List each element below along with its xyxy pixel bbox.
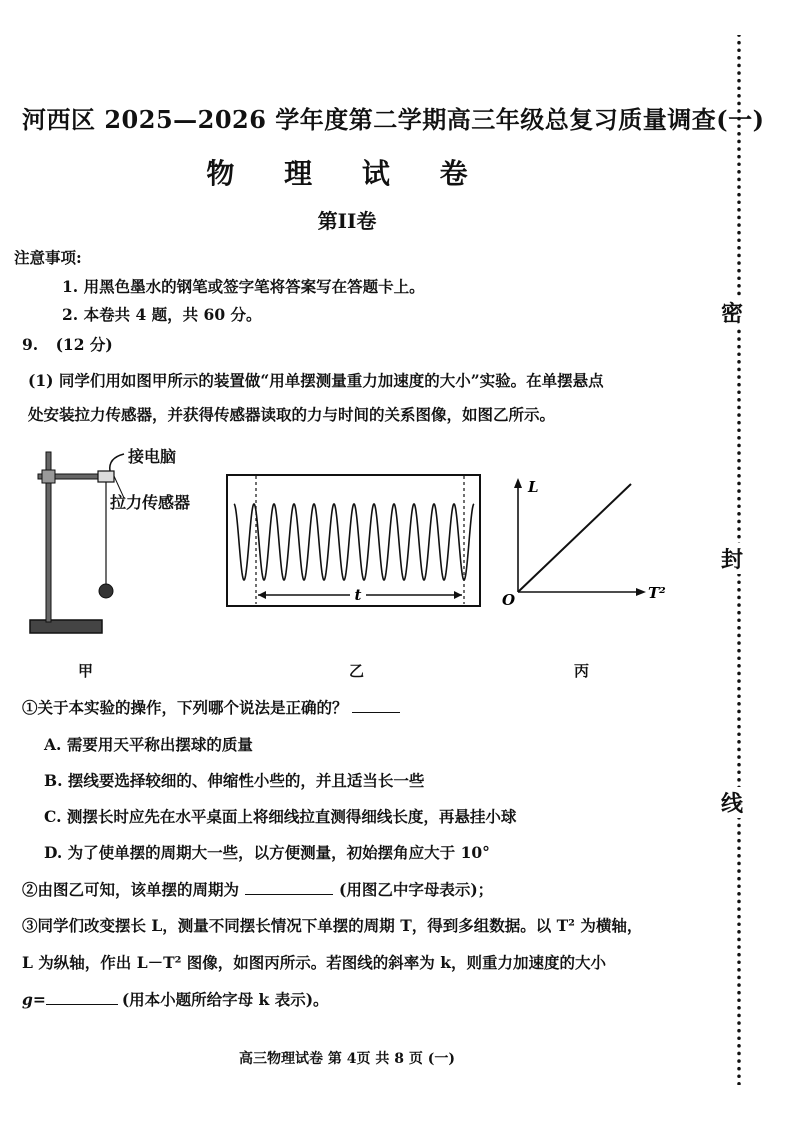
- stand-clamp: [42, 470, 55, 483]
- annotation-sensor: 拉力传感器: [110, 493, 191, 512]
- seal-char-xian: 线: [712, 787, 752, 818]
- volume-title: 第II卷: [317, 209, 377, 233]
- computer-cable: [110, 454, 124, 471]
- option-c: C. 测摆长时应先在水平桌面上将细线拉直测得细线长度，再悬挂小球: [44, 807, 517, 826]
- exam-header-title: 河西区 2025—2026 学年度第二学期高三年级总复习质量调查(一): [22, 105, 765, 134]
- subquestion-2-prefix: ②由图乙可知，该单摆的周期为: [22, 880, 240, 899]
- notice-heading: 注意事项:: [14, 248, 82, 267]
- interval-label: t: [354, 586, 362, 604]
- subquestion-3-line3: [22, 988, 329, 1010]
- subquestion-2-suffix: (用图乙中字母表示)；: [339, 880, 494, 899]
- option-d: D. 为了使单摆的周期大一些，以方便测量，初始摆角应大于 10°: [44, 843, 490, 862]
- page-footer: 高三物理试卷 第 4页 共 8 页 (一): [239, 1051, 455, 1067]
- figure-label-bing: 丙: [574, 662, 590, 680]
- y-axis-label: L: [528, 478, 539, 496]
- question-intro-line1: (1) 同学们用如图甲所示的装置做“用单摆测量重力加速度的大小”实验。在单摆悬点: [28, 371, 604, 390]
- answer-blank-3[interactable]: [46, 990, 118, 1005]
- subquestion-3-g-label: g=: [22, 990, 46, 1009]
- subquestion-1-text: ①关于本实验的操作，下列哪个说法是正确的？: [22, 698, 348, 717]
- seal-char-mi: 密: [712, 297, 752, 328]
- answer-blank-2[interactable]: [245, 880, 333, 895]
- option-b: B. 摆线要选择较细的、伸缩性小些的，并且适当长一些: [44, 771, 425, 790]
- subject-title: 物 理 试 卷: [206, 157, 488, 190]
- notice-item-1: 1. 用黑色墨水的钢笔或签字笔将答案写在答题卡上。: [62, 277, 425, 296]
- notice-item-2: 2. 本卷共 4 题，共 60 分。: [62, 305, 262, 324]
- origin-label: O: [502, 591, 516, 609]
- annotation-computer: 接电脑: [128, 447, 177, 466]
- pendulum-bob: [99, 584, 113, 598]
- option-a: A. 需要用天平称出摆球的质量: [44, 735, 253, 754]
- figure-jia-pendulum-apparatus: [20, 440, 220, 645]
- question-intro-line2: 处安装拉力传感器，并获得传感器读取的力与时间的关系图像，如图乙所示。: [28, 405, 556, 424]
- subquestion-1: [22, 696, 400, 718]
- question-points: (12 分): [55, 335, 113, 354]
- subquestion-3-line1: ③同学们改变摆长 L，测量不同摆长情况下单摆的周期 T，得到多组数据。以 T² 为横轴，: [22, 916, 643, 935]
- proportional-line: [518, 484, 631, 592]
- subquestion-2: [22, 878, 493, 900]
- subquestion-3-suffix: (用本小题所给字母 k 表示)。: [121, 990, 329, 1009]
- seal-char-feng: 封: [712, 543, 752, 574]
- force-sensor: [98, 471, 114, 482]
- question-number-label: 9.: [22, 335, 39, 354]
- seal-margin: [720, 35, 754, 1085]
- x-axis-arrow: [636, 588, 646, 596]
- question-number: [22, 333, 113, 355]
- x-axis-label: T²: [648, 584, 666, 602]
- answer-blank-1[interactable]: [352, 698, 400, 713]
- figure-bing-l-t2-graph: [498, 474, 678, 614]
- figure-yi-force-time-graph: [226, 474, 482, 608]
- y-axis-arrow: [514, 478, 522, 488]
- stand-base: [30, 620, 102, 633]
- figure-label-jia: 甲: [78, 662, 94, 680]
- subquestion-3-line2: L 为纵轴，作出 L－T² 图像，如图丙所示。若图线的斜率为 k，则重力加速度的大小: [22, 953, 606, 972]
- figure-label-yi: 乙: [349, 662, 365, 680]
